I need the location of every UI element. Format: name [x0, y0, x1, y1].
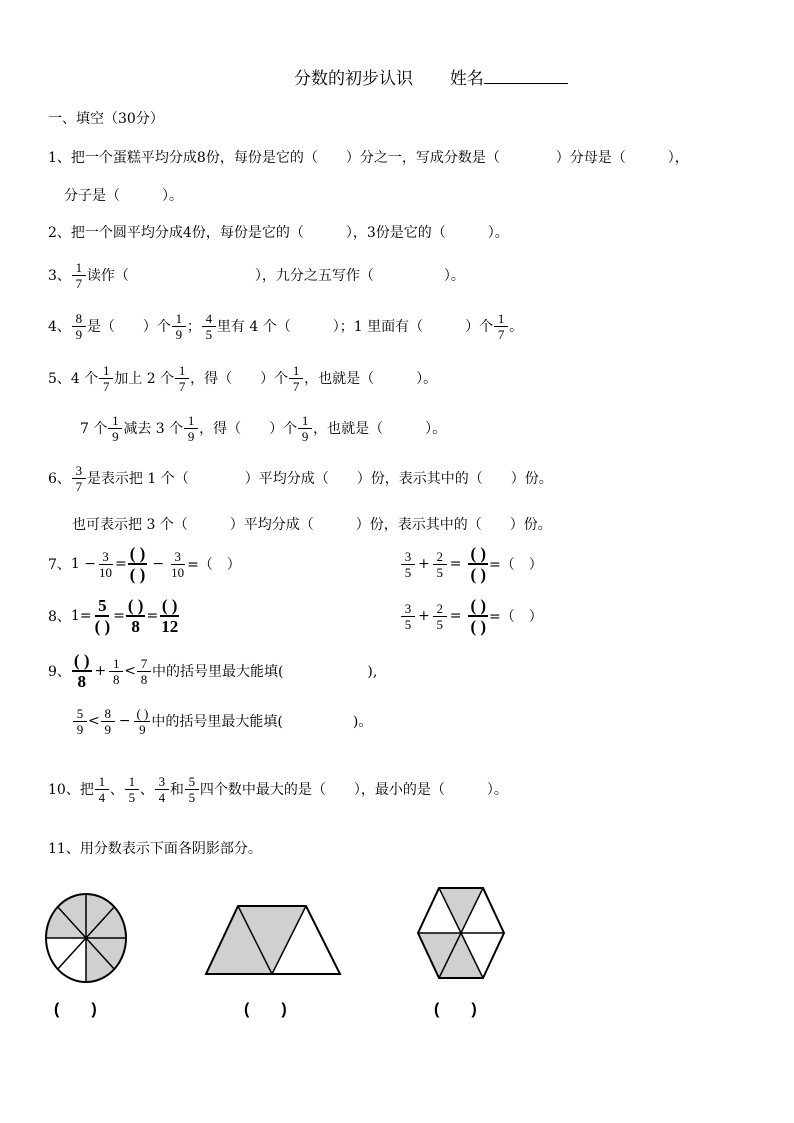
hexagon-figure	[414, 882, 508, 984]
text: 是表示把 1 个（ ）平均分成（ ）份，表示其中的（ ）份。	[86, 471, 553, 487]
question-number: 10、把	[48, 782, 94, 798]
text: =（ ）	[489, 609, 543, 625]
question-4	[48, 310, 524, 342]
fraction: $\frac{4}{5}$	[202, 311, 216, 342]
question-10	[48, 773, 508, 805]
fraction: $\frac{1}{7}$	[289, 363, 303, 394]
text: +	[418, 608, 430, 624]
fraction: $\frac{3}{10}$	[171, 548, 185, 580]
text: 加上 2 个	[114, 371, 175, 387]
question-2-text: 2、把一个圆平均分成4份，每份是它的（ ），3份是它的（ ）。	[48, 225, 509, 241]
question-11-text: 11、用分数表示下面各阴影部分。	[48, 841, 262, 857]
text: =（ ）	[187, 557, 241, 573]
text: 是（ ）个	[86, 319, 171, 335]
fraction: $\frac{5}{( )}$	[94, 596, 111, 636]
question-number: 4、	[48, 319, 71, 335]
text: 、	[109, 782, 124, 798]
blank-fraction: $\frac{( )}{( )}$	[470, 544, 487, 584]
fraction: $\frac{1}{7}$	[494, 311, 508, 342]
text: 中的括号里最大能填( )。	[151, 714, 373, 730]
question-number: 7、	[48, 557, 71, 573]
blank-fraction: $\frac{( )}{9}$	[136, 705, 149, 737]
fraction: $\frac{( )}{12}$	[161, 596, 179, 636]
text: =	[113, 608, 125, 624]
text: =	[449, 608, 462, 624]
fraction: $\frac{8}{9}$	[101, 706, 115, 737]
text: 1=	[70, 608, 92, 624]
text: ；	[186, 319, 201, 335]
text: 四个数中最大的是（ ），最小的是（ ）。	[199, 782, 508, 798]
fraction: $\frac{( )}{8}$	[127, 596, 144, 636]
text: ，也就是（ ）。	[313, 421, 447, 437]
text: =（ ）	[489, 557, 543, 573]
question-7	[48, 544, 241, 584]
fraction: $\frac{3}{5}$	[401, 601, 415, 632]
text: 4 个	[70, 371, 99, 387]
question-1-text-2: 分子是（ ）。	[64, 188, 183, 204]
text: 。	[509, 319, 524, 335]
section-heading	[48, 105, 164, 131]
text: 减去 3 个	[123, 421, 184, 437]
question-8-right	[400, 596, 543, 636]
fraction: $\frac{3}{7}$	[72, 463, 86, 494]
answer-blank-3[interactable]: ( )	[434, 1001, 477, 1018]
fraction: $\frac{3}{10}$	[99, 548, 113, 580]
question-number: 8、	[48, 609, 71, 625]
question-1-text: 1、把一个蛋糕平均分成8份，每份是它的（ ）分之一，写成分数是（ ）分母是（ ），	[48, 150, 689, 166]
fraction: $\frac{1}{5}$	[125, 774, 139, 805]
fraction: $\frac{1}{7}$	[72, 260, 86, 291]
fraction: $\frac{1}{9}$	[108, 413, 122, 444]
text: 里有 4 个（ ）；1 里面有（ ）个	[216, 319, 494, 335]
question-number: 9、	[48, 664, 71, 680]
fraction: $\frac{5}{9}$	[73, 706, 87, 737]
text: 7 个	[80, 421, 108, 437]
question-1-line-1	[48, 144, 689, 170]
fraction: $\frac{1}{4}$	[95, 774, 109, 805]
fraction: $\frac{1}{9}$	[298, 413, 312, 444]
question-number: 3、	[48, 268, 71, 284]
text: +	[94, 663, 107, 679]
blank-fraction: $\frac{( )}{( )}$	[129, 544, 146, 584]
question-7-right	[400, 544, 543, 584]
question-5-line-2	[80, 412, 447, 444]
text: ，得（ ）个	[199, 421, 298, 437]
blank-fraction: $\frac{( )}{8}$	[73, 651, 90, 691]
question-9-line-1	[48, 651, 378, 691]
fraction: $\frac{1}{8}$	[109, 656, 123, 687]
text: ，也就是（ ）。	[304, 371, 438, 387]
question-1-line-2	[64, 182, 183, 208]
circle-figure	[42, 890, 130, 990]
question-8	[48, 596, 181, 636]
text: <	[88, 713, 100, 729]
answer-blank-1[interactable]: ( )	[54, 1001, 97, 1018]
name-label: 姓名	[449, 69, 484, 89]
text: 也可表示把 3 个（ ）平均分成（ ）份，表示其中的（ ）份。	[72, 517, 552, 533]
title-text: 分数的初步认识	[294, 69, 413, 89]
question-3-text: 读作（ ），九分之五写作（ ）。	[86, 268, 465, 284]
text: −	[152, 556, 165, 572]
fraction: $\frac{1}{7}$	[99, 363, 113, 394]
text: =	[146, 608, 159, 624]
section-heading-text: 一、填空（30分）	[48, 111, 164, 127]
text: 1 −	[70, 556, 97, 572]
fraction: $\frac{1}{7}$	[175, 363, 189, 394]
fraction: $\frac{5}{5}$	[185, 774, 199, 805]
question-5-line-1	[48, 362, 438, 394]
page-title	[294, 64, 568, 89]
fraction: $\frac{3}{5}$	[401, 549, 415, 580]
text: =	[449, 556, 462, 572]
question-6-line-2	[72, 511, 552, 537]
name-field[interactable]	[484, 67, 568, 84]
answer-blank-2[interactable]: ( )	[244, 1001, 287, 1018]
fraction: $\frac{2}{5}$	[433, 601, 447, 632]
fraction: $\frac{2}{5}$	[433, 549, 447, 580]
question-9-line-2	[72, 705, 373, 737]
question-2	[48, 219, 509, 245]
trapezoid-figure	[200, 900, 346, 980]
text: 中的括号里最大能填( ),	[151, 664, 378, 680]
question-11	[48, 835, 262, 861]
question-6-line-1	[48, 462, 553, 494]
text: ，得（ ）个	[190, 371, 289, 387]
text: <	[124, 663, 136, 679]
fraction: $\frac{1}{9}$	[184, 413, 198, 444]
text: −	[118, 713, 131, 729]
text: 和	[169, 782, 184, 798]
question-number: 5、	[48, 371, 71, 387]
fraction: $\frac{8}{9}$	[72, 311, 86, 342]
text: 、	[139, 782, 154, 798]
question-3	[48, 259, 465, 291]
fraction: $\frac{7}{8}$	[137, 656, 151, 687]
fraction: $\frac{3}{4}$	[155, 774, 169, 805]
question-number: 6、	[48, 471, 71, 487]
text: =	[115, 556, 127, 572]
fraction: $\frac{1}{9}$	[172, 311, 186, 342]
text: +	[418, 556, 430, 572]
blank-fraction: $\frac{( )}{( )}$	[470, 596, 487, 636]
